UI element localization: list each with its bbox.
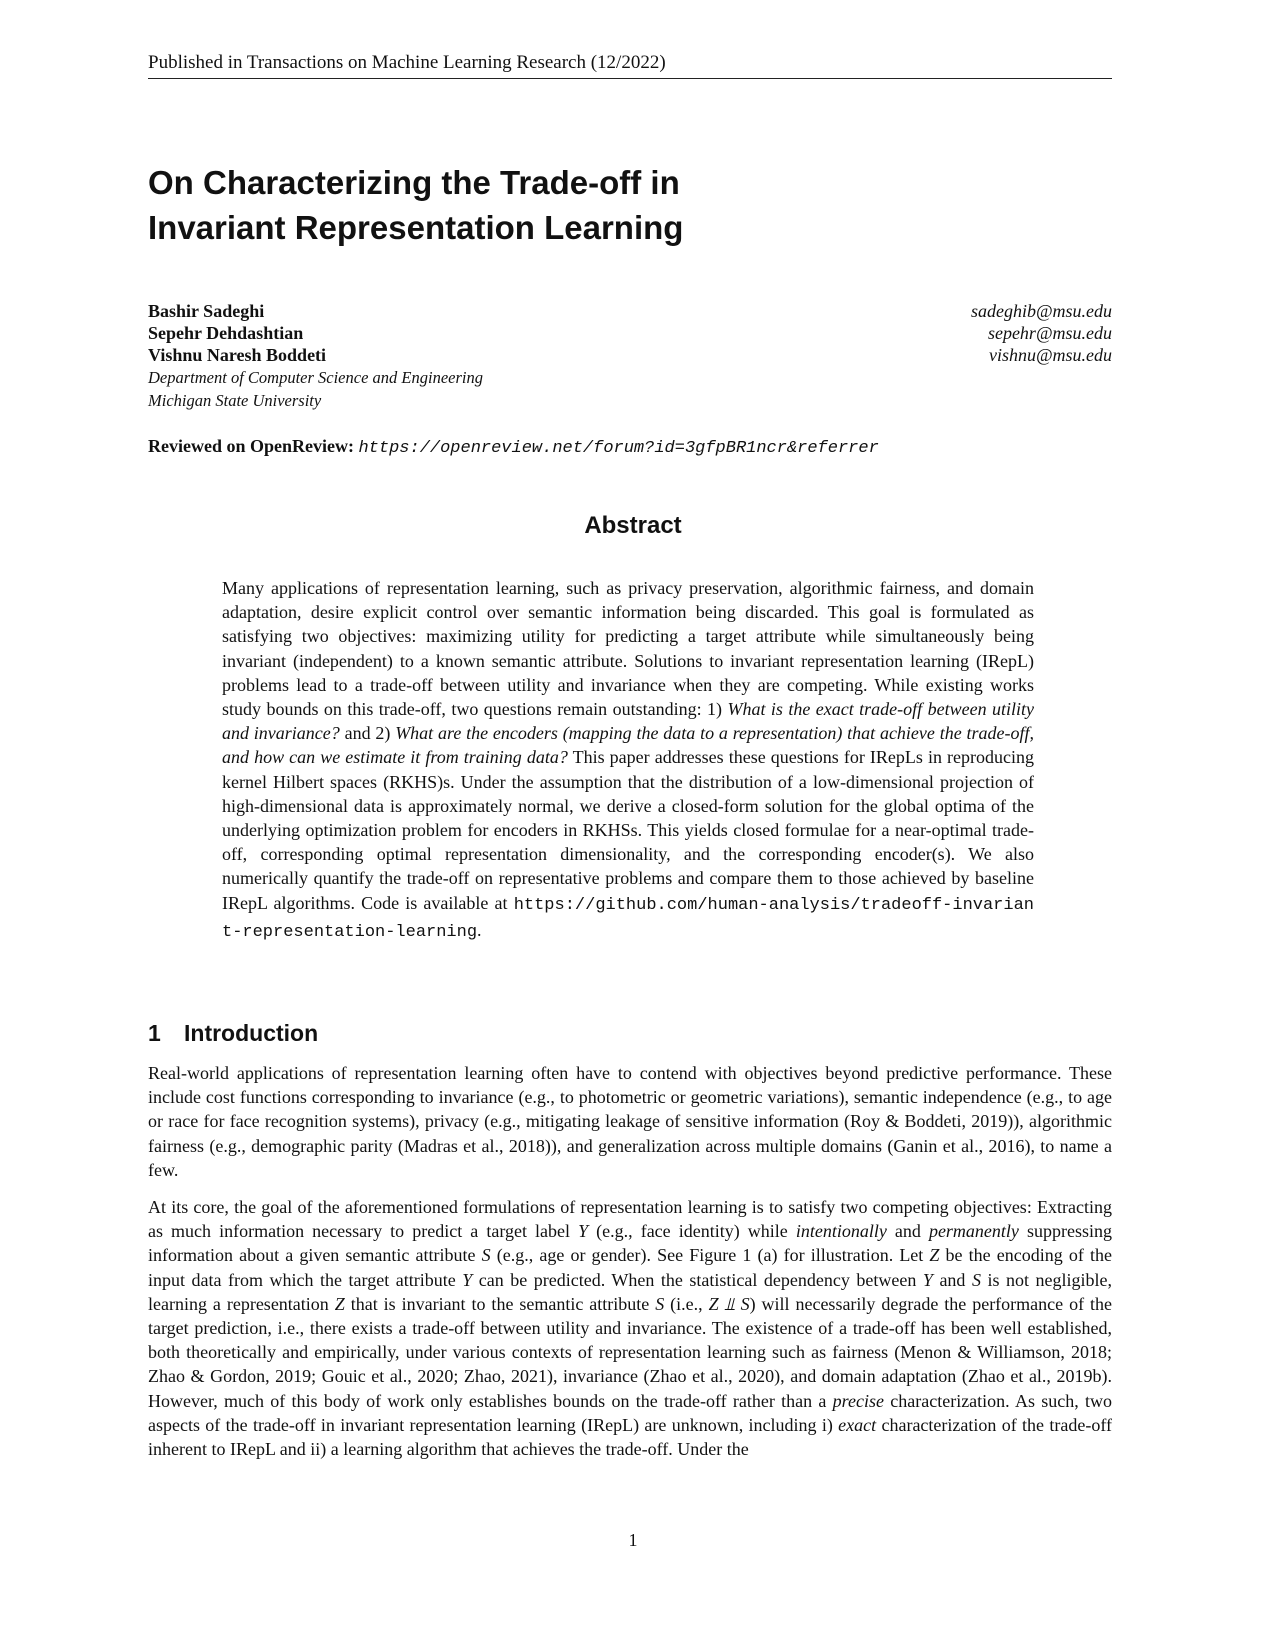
author-row bbox=[148, 322, 1112, 344]
text-run: be the encoding of the input data from which the target attribute bbox=[148, 1245, 1112, 1290]
abstract-part: Many applications of representation learning, such as privacy preservation, algorithmic fairness, and domain adaptation, desire explicit control over semantic information being discarded. This goal is formulated as satisfying two objectives: maximizing utility for predicting a target attribute while simultaneously being invariant (independent) to a known semantic attribute. Solutions to invariant representation learning (IRepL) problems lead to a trade-off between utility and invariance when they are competing. While existing works study bounds on this trade-off, two questions remain outstanding: 1) bbox=[222, 578, 1034, 720]
affiliation-university: Michigan State University bbox=[148, 391, 322, 410]
math-var: Y bbox=[922, 1269, 933, 1290]
section-heading bbox=[148, 1020, 318, 1047]
author-email: sadeghib@msu.edu bbox=[970, 301, 1112, 321]
text-run: characterization of the trade-off inherent to IRepL and ii) a learning algorithm that achieves the trade-off. Under the bbox=[148, 1414, 1112, 1460]
text-run: ) will necessarily degrade the performance of the target prediction, i.e., there exists a trade-off between utility and invariance. The existence of a trade-off has been well established, both theoretically and empirically, under various contexts of representation learning such as fairness (Menon & Williamson, 2018; Zhao & Gordon, 2019; Gouic et al., 2020; Zhao, 2021), invariance (Zhao et al., 2020), and domain adaptation (Zhao et al., 2019b). However, much of this body of work only establishes bounds on the trade-off rather than a bbox=[148, 1293, 1113, 1411]
author-email: vishnu@msu.edu bbox=[988, 345, 1112, 365]
text-run: and bbox=[932, 1269, 972, 1290]
intro-paragraph-1: Real-world applications of representation learning often have to contend with objectives beyond predictive performance. These include cost functions corresponding to invariance (e.g., to photometric or geometric variations), semantic independence (e.g., to age or race for face recognition systems), privacy (e.g., mitigating leakage of sensitive information (Roy & Boddeti, 2019)), algorithmic fairness (e.g., demographic parity (Madras et al., 2018)), and generalization across multiple domains (Ganin et al., 2016), to name a few. bbox=[148, 1063, 1112, 1180]
text-run: At its core, the goal of the aforementioned formulations of representation learning is to satisfy two competing objectives: Extracting as much information necessary to predict a target label bbox=[148, 1197, 1112, 1242]
emphasis: intentionally bbox=[795, 1221, 887, 1242]
author-block bbox=[148, 300, 1112, 412]
abstract-part: and 2) bbox=[339, 723, 396, 744]
text-run: can be predicted. When the statistical dependency between bbox=[472, 1269, 923, 1290]
page-number: 1 bbox=[628, 1530, 638, 1550]
text-run: (i.e., bbox=[664, 1293, 709, 1314]
paper-title bbox=[148, 160, 948, 250]
math-var: Z bbox=[334, 1293, 345, 1314]
text-run: (e.g., age or gender). See Figure 1 (a) for illustration. Let bbox=[490, 1245, 930, 1266]
title-line-1: On Characterizing the Trade-off in bbox=[148, 164, 680, 201]
author-email: sepehr@msu.edu bbox=[987, 323, 1112, 343]
text-run: and bbox=[886, 1221, 929, 1242]
code-url-link[interactable]: https://github.com/human-analysis/tradeoff-invariant-representation-learning bbox=[222, 895, 1034, 942]
journal-header: Published in Transactions on Machine Learning Research (12/2022) bbox=[148, 52, 666, 73]
abstract-heading: Abstract bbox=[584, 512, 682, 539]
header-rule bbox=[148, 78, 1112, 79]
math-var: Z bbox=[929, 1245, 940, 1266]
title-line-2: Invariant Representation Learning bbox=[148, 209, 684, 246]
math-var: S bbox=[481, 1245, 491, 1266]
text-run: (e.g., face identity) while bbox=[588, 1221, 796, 1242]
intro-paragraph-2 bbox=[148, 1195, 1112, 1461]
review-line bbox=[148, 436, 879, 458]
abstract-question-1: What is the exact trade-off between utility and invariance? bbox=[222, 699, 1034, 744]
math-independence: Z ⫫ S bbox=[708, 1293, 750, 1314]
abstract-part: . bbox=[477, 919, 482, 940]
abstract-question-2: What are the encoders (mapping the data to a representation) that achieve the trade-off, and how can we estimate it from training data? bbox=[222, 723, 1034, 768]
text-run: characterization. As such, two aspects of the trade-off in invariant representation learning (IRepL) are unknown, including i) bbox=[148, 1390, 1112, 1435]
author-name: Vishnu Naresh Boddeti bbox=[148, 345, 327, 365]
math-var: Y bbox=[462, 1269, 473, 1290]
section-number: 1 bbox=[148, 1020, 161, 1046]
section-title: Introduction bbox=[184, 1020, 319, 1046]
review-label: Reviewed on OpenReview: bbox=[148, 436, 354, 456]
text-run: is not negligible, learning a representation bbox=[148, 1269, 1113, 1314]
review-url-link[interactable]: https://openreview.net/forum?id=3gfpBR1ncr&referrer bbox=[358, 439, 879, 458]
text-run: suppressing information about a given semantic attribute bbox=[148, 1221, 1112, 1266]
math-var: S bbox=[655, 1293, 665, 1314]
author-name: Sepehr Dehdashtian bbox=[148, 323, 304, 343]
emphasis: permanently bbox=[928, 1221, 1019, 1242]
math-var: S bbox=[971, 1269, 981, 1290]
author-row bbox=[148, 300, 1112, 322]
author-row bbox=[148, 344, 1112, 366]
emphasis: exact bbox=[838, 1414, 877, 1435]
author-name: Bashir Sadeghi bbox=[148, 301, 265, 321]
abstract-text bbox=[222, 576, 1034, 945]
text-run: that is invariant to the semantic attribute bbox=[344, 1293, 656, 1314]
affiliation-department: Department of Computer Science and Engineering bbox=[148, 368, 483, 387]
emphasis: precise bbox=[832, 1390, 884, 1411]
abstract-part: This paper addresses these questions for IRepLs in reproducing kernel Hilbert spaces (RKHS)s. Under the assumption that the distribution of a low-dimensional projection of high-dimensional data is approximately normal, we derive a closed-form solution for the global optima of the underlying optimization problem for encoders in RKHSs. This yields closed formulae for a near-optimal trade-off, corresponding optimal representation dimensionality, and the corresponding encoder(s). We also numerically quantify the trade-off on representative problems and compare them to those achieved by baseline IRepL algorithms. Code is available at bbox=[222, 747, 1035, 913]
math-var: Y bbox=[578, 1221, 589, 1242]
